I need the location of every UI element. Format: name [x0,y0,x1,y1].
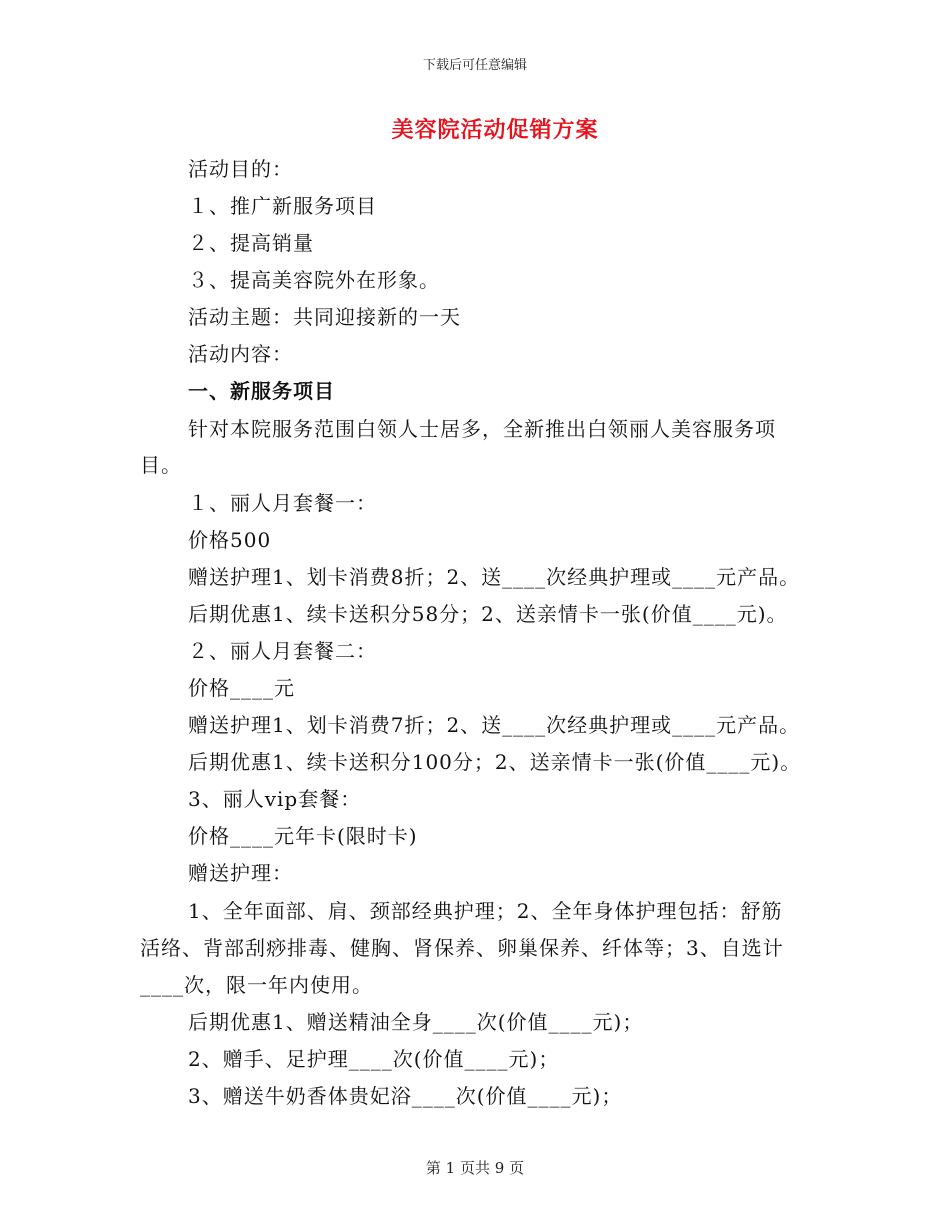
section-heading-new-services: 一、新服务项目 [188,379,335,403]
activity-content-heading: 活动内容： [188,342,293,366]
package-3-heading: 3、丽人vip套餐： [188,787,362,811]
paragraph-line: 针对本院服务范围白领人士居多，全新推出白领丽人美容服务项 [188,417,776,441]
purpose-item-2: ２、提高销量 [188,231,314,255]
package-3-price: 价格____元年卡(限时卡) [188,824,418,848]
page-header: 下载后可任意编辑 [422,58,527,73]
paragraph-line: 活络、背部刮痧排毒、健胸、肾保养、卵巢保养、纤体等；3、自选计 [140,936,784,960]
package-2-gifts: 赠送护理1、划卡消费7折；2、送____次经典护理或____元产品。 [188,713,801,737]
package-2-later-offer: 后期优惠1、续卡送积分100分；2、送亲情卡一张(价值____元)。 [188,750,802,774]
activity-purpose-heading: 活动目的： [188,157,293,181]
package-2-price: 价格____元 [188,676,295,700]
package-3-later-offer-3: 3、赠送牛奶香体贵妃浴____次(价值____元)； [188,1084,623,1108]
page-footer: 第 1 页共 9 页 [425,1159,525,1177]
activity-theme: 活动主题：共同迎接新的一天 [188,305,461,329]
paragraph-line: 目。 [140,453,182,477]
package-1-later-offer: 后期优惠1、续卡送积分58分；2、送亲情卡一张(价值____元)。 [188,602,788,626]
package-1-price: 价格500 [188,528,272,552]
paragraph-line: 1、全年面部、肩、颈部经典护理；2、全年身体护理包括：舒筋 [188,899,783,923]
package-1-heading: １、丽人月套餐一： [188,491,377,515]
purpose-item-3: ３、提高美容院外在形象。 [188,268,440,292]
package-1-gifts: 赠送护理1、划卡消费8折；2、送____次经典护理或____元产品。 [188,565,801,589]
package-2-heading: ２、丽人月套餐二： [188,639,377,663]
document-title: 美容院活动促销方案 [391,117,599,143]
paragraph-line: ____次，限一年内使用。 [140,973,373,997]
package-3-later-offer-1: 后期优惠1、赠送精油全身____次(价值____元)； [188,1010,644,1034]
purpose-item-1: １、推广新服务项目 [188,194,377,218]
package-3-gifts-heading: 赠送护理： [188,861,293,885]
package-3-later-offer-2: 2、赠手、足护理____次(价值____元)； [188,1047,560,1071]
